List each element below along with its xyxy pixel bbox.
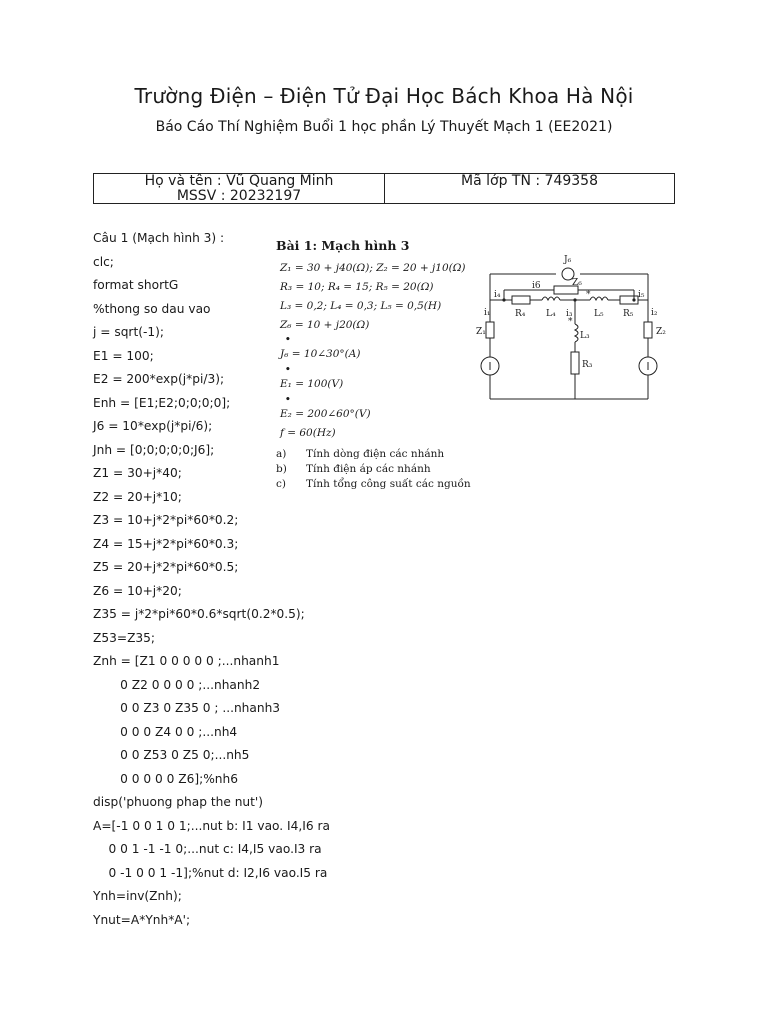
equation-line: L₃ = 0,2; L₄ = 0,3; L₅ = 0,5(H)	[280, 300, 442, 312]
question-key: b)	[276, 463, 287, 475]
label-coupling-star: *	[568, 317, 573, 327]
code-line: 0 0 Z53 0 Z5 0;...nh5	[93, 748, 250, 762]
code-line: 0 0 Z3 0 Z35 0 ; ...nhanh3	[93, 701, 281, 715]
student-name: Họ và tên : Vũ Quang Minh	[144, 173, 334, 189]
label-z6: Z₆	[572, 278, 582, 288]
label-coupling-star: *	[586, 290, 591, 300]
equation-line: f = 60(Hz)	[280, 427, 336, 439]
code-line: E1 = 100;	[93, 348, 154, 363]
label-i6: i6	[532, 281, 541, 291]
phasor-dot: •	[285, 395, 291, 405]
label-i1: i₁	[484, 308, 491, 318]
code-line: Ynh=inv(Znh);	[93, 889, 182, 903]
student-id: MSSV : 20232197	[176, 188, 302, 204]
label-r3: R₃	[582, 360, 593, 370]
circuit-figure	[276, 238, 676, 494]
code-line: clc;	[93, 254, 114, 269]
code-line: 0 0 0 Z4 0 0 ;...nh4	[93, 724, 238, 739]
code-line: Z5 = 20+j*2*pi*60*0.5;	[93, 560, 239, 574]
question-text: Tính dòng điện các nhánh	[306, 448, 445, 460]
code-line: disp('phuong phap the nut')	[93, 795, 264, 809]
equation-line: E₁ = 100(V)	[280, 378, 344, 390]
code-line: Enh = [E1;E2;0;0;0;0];	[93, 395, 231, 410]
code-line: 0 0 1 -1 -1 0;...nut c: I4,I5 vao.I3 ra	[93, 842, 322, 856]
class-code-cell	[385, 174, 674, 203]
equation-line: Z₁ = 30 + j40(Ω); Z₂ = 20 + j10(Ω)	[280, 262, 466, 274]
question-item	[276, 463, 431, 475]
page-subtitle: Báo Cáo Thí Nghiệm Buổi 1 học phần Lý Thuyết Mạch 1 (EE2021)	[155, 119, 613, 135]
code-line: Jnh = [0;0;0;0;0;J6];	[93, 442, 215, 457]
label-i4: i₄	[494, 290, 501, 300]
question-text: Tính tổng công suất các nguồn	[306, 478, 471, 490]
equation-line: E₂ = 200∠60°(V)	[280, 408, 371, 420]
code-line: Z53=Z35;	[93, 630, 156, 645]
label-i5: i₅	[638, 290, 645, 300]
code-line: 0 -1 0 0 1 -1];%nut d: I2,I6 vao.I5 ra	[93, 865, 328, 880]
label-r5: R₅	[623, 309, 634, 319]
student-info-table	[93, 173, 675, 204]
equation-line: J₆ = 10∠30°(A)	[280, 348, 361, 360]
code-line: J6 = 10*exp(j*pi/6);	[93, 419, 213, 433]
code-line: format shortG	[93, 278, 179, 292]
phasor-dot: •	[285, 335, 291, 345]
code-line: %thong so dau vao	[93, 301, 211, 316]
code-line: E2 = 200*exp(j*pi/3);	[93, 372, 225, 386]
circuit-diagram	[476, 252, 676, 412]
code-line: Z35 = j*2*pi*60*0.6*sqrt(0.2*0.5);	[93, 607, 305, 621]
question-item	[276, 448, 444, 460]
code-line: j = sqrt(-1);	[93, 325, 164, 339]
code-line: 0 0 0 0 0 Z6];%nh6	[93, 771, 239, 786]
phasor-dot: •	[285, 365, 291, 375]
equation-line: R₃ = 10; R₄ = 15; R₅ = 20(Ω)	[280, 281, 434, 293]
label-z2: Z₂	[656, 327, 666, 337]
label-j6-source: J₆	[564, 255, 572, 265]
code-line: Ynut=A*Ynh*A';	[93, 912, 191, 927]
code-line: Z6 = 10+j*20;	[93, 583, 182, 598]
label-l4: L₄	[546, 309, 556, 319]
code-line: Câu 1 (Mạch hình 3) :	[93, 231, 225, 245]
code-line: Z4 = 15+j*2*pi*60*0.3;	[93, 536, 239, 551]
label-i2: i₂	[651, 308, 658, 318]
question-item	[276, 478, 471, 490]
class-code: Mã lớp TN : 749358	[461, 173, 598, 189]
page-title: Trường Điện – Điện Tử Đại Học Bách Khoa Hà Nội	[134, 84, 634, 108]
question-key: c)	[276, 478, 286, 490]
question-text: Tính điện áp các nhánh	[306, 463, 431, 475]
code-line: A=[-1 0 0 1 0 1;...nut b: I1 vao. I4,I6 ra	[93, 818, 330, 833]
label-z1: Z₁	[476, 327, 486, 337]
equation-line: Z₆ = 10 + j20(Ω)	[280, 319, 370, 331]
code-line: Z2 = 20+j*10;	[93, 489, 182, 504]
code-line: Znh = [Z1 0 0 0 0 0 ;...nhanh1	[93, 654, 280, 668]
code-line: Z1 = 30+j*40;	[93, 466, 182, 480]
code-line: 0 Z2 0 0 0 0 ;...nhanh2	[93, 677, 261, 692]
code-line: Z3 = 10+j*2*pi*60*0.2;	[93, 513, 239, 527]
question-key: a)	[276, 448, 287, 460]
label-i3: i₃	[566, 309, 573, 319]
label-l5: L₅	[594, 309, 604, 319]
student-info-cell	[94, 174, 385, 203]
figure-title: Bài 1: Mạch hình 3	[276, 238, 410, 253]
label-r4: R₄	[515, 309, 526, 319]
label-l3: L₃	[580, 331, 590, 341]
